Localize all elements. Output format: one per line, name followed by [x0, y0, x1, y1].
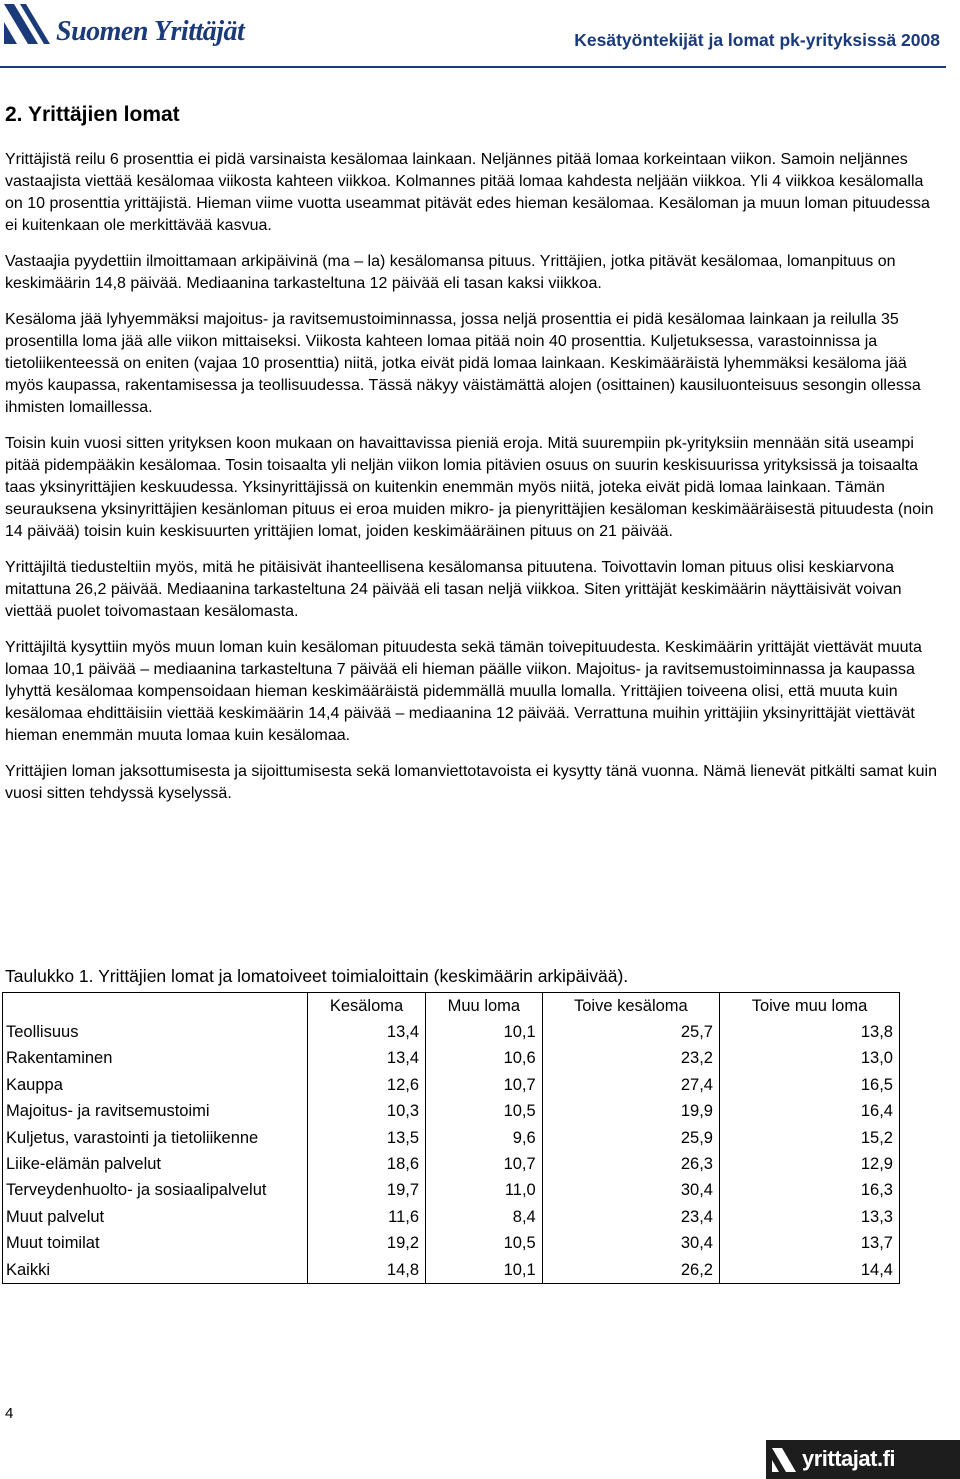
table-cell: 16,3 [720, 1178, 900, 1204]
row-label: Teollisuus [3, 1019, 308, 1045]
table-cell: 15,2 [720, 1125, 900, 1151]
table-row [3, 1046, 900, 1072]
column-header: Toive muu loma [720, 993, 900, 1020]
table-cell: 10,1 [426, 1257, 543, 1284]
table-cell: 19,9 [542, 1099, 719, 1125]
paragraph: Yrittäjien loman jaksottumisesta ja sijoittumisesta sekä lomanviettotavoista ei kysytty tänä vuonna. Nämä lienevät pitkälti samat kuin vuosi sitten tehdyssä kyselyssä. [5, 763, 937, 802]
paragraph: Vastaajia pyydettiin ilmoittamaan arkipäivinä (ma – la) kesälomansa pituus. Yrittäjien, jotka pitävät kesälomaa, lomanpituus on keskimäärin 14,8 päivää. Mediaanina tarkasteltuna 12 päivää eli tasan kaksi viikkoa. [5, 253, 896, 292]
table-cell: 26,2 [542, 1257, 719, 1284]
body-text [5, 149, 940, 819]
table-cell: 30,4 [542, 1178, 719, 1204]
logo-text: Suomen Yrittäjät [56, 16, 245, 47]
column-header: Toive kesäloma [542, 993, 719, 1020]
table-cell: 10,1 [426, 1019, 543, 1045]
table-row [3, 1257, 900, 1284]
document-title: Kesätyöntekijät ja lomat pk-yrityksissä 2008 [574, 30, 940, 50]
table-cell: 13,4 [308, 1046, 426, 1072]
row-label: Kuljetus, varastointi ja tietoliikenne [3, 1125, 308, 1151]
page-number: 4 [5, 1405, 14, 1422]
table-cell: 10,6 [426, 1046, 543, 1072]
table-row [3, 1099, 900, 1125]
column-header: Kesäloma [308, 993, 426, 1020]
table-cell: 16,5 [720, 1072, 900, 1098]
table-cell: 13,4 [308, 1019, 426, 1045]
table-cell: 8,4 [426, 1204, 543, 1230]
table-cell: 27,4 [542, 1072, 719, 1098]
table-cell: 13,5 [308, 1125, 426, 1151]
header-divider [0, 66, 946, 68]
paragraph: Kesäloma jää lyhyemmäksi majoitus- ja ravitsemustoiminnassa, jossa neljä prosenttia ei pidä kesälomaa lainkaan ja reilulla 35 prosentilla loma jää alle viikon mittaiseksi. Viikosta kahteen lomaa pitää noin 40 prosenttia. Kuljetuksessa, varastoinnissa ja tietoliikenteessä on eniten (vajaa 10 prosenttia) niitä, jotka eivät pidä lomaa lainkaan. Keskimääräistä lyhemmäksi kesäloma jää myös kaupassa, rakentamisessa ja teollisuudessa. Tässä näkyy väistämättä alojen (osittainen) kausiluonteisuus sesongin ollessa ihmisten lomaillessa. [5, 311, 921, 416]
table-row [3, 1019, 900, 1045]
row-label: Muut toimilat [3, 1231, 308, 1257]
paragraph: Toisin kuin vuosi sitten yrityksen koon mukaan on havaittavissa pieniä eroja. Mitä suurempiin pk-yrityksiin mennään sitä useampi pitää pidempääkin kesälomaa. Tosin toisaalta yli neljän viikon lomia pitävien osuus on suurin keskisuurissa yrityksissä ja toisaalta taas yksinyrittäjien keskuudessa. Yksinyrittäjissä on kuitenkin enemmän myös niitä, joteka eivät pidä lomaa lainkaan. Tämän seurauksena yksinyrittäjien kesänloman pituus ei eroa muiden mikro- ja pienyrittäjien kesäloman keskimääräisestä pituudesta (noin 14 päivää) toisin kuin keskisuurten yrittäjien lomat, joiden keskimääräinen pituus on 21 päivää. [5, 435, 934, 540]
table-row [3, 1072, 900, 1098]
table-cell: 19,2 [308, 1231, 426, 1257]
table-cell: 14,4 [720, 1257, 900, 1284]
table-header-row [3, 993, 900, 1020]
table-cell: 14,8 [308, 1257, 426, 1284]
column-header [3, 993, 308, 1020]
suomen-yrittajat-logo-icon [4, 4, 50, 44]
table-cell: 30,4 [542, 1231, 719, 1257]
table-cell: 10,7 [426, 1072, 543, 1098]
row-label: Kaikki [3, 1257, 308, 1284]
table-cell: 10,7 [426, 1151, 543, 1177]
table-cell: 9,6 [426, 1125, 543, 1151]
row-label: Kauppa [3, 1072, 308, 1098]
paragraph: Yrittäjistä reilu 6 prosenttia ei pidä varsinaista kesälomaa lainkaan. Neljännes pitää lomaa korkeintaan viikon. Samoin neljännes vastaajista viettää kesälomaa viikosta kahteen viikkoa. Kolmannes pitää lomaa kahdesta neljään viikkoa. Yli 4 viikkoa kesälomalla on 10 prosenttia yrittäjistä. Hieman viime vuotta useammat pitävät edes hieman kesälomaa. Kesäloman ja muun loman pituudessa ei kuitenkaan ole merkittävää kasvua. [5, 151, 930, 234]
table-cell: 10,5 [426, 1231, 543, 1257]
table-cell: 11,6 [308, 1204, 426, 1230]
table-cell: 25,7 [542, 1019, 719, 1045]
footer-logo-text: yrittajat.fi [802, 1446, 896, 1471]
yrittajat-logo-icon [772, 1448, 796, 1472]
row-label: Rakentaminen [3, 1046, 308, 1072]
row-label: Majoitus- ja ravitsemustoimi [3, 1099, 308, 1125]
table-cell: 16,4 [720, 1099, 900, 1125]
table-cell: 26,3 [542, 1151, 719, 1177]
table-cell: 12,6 [308, 1072, 426, 1098]
holiday-table [2, 992, 900, 1284]
table-cell: 12,9 [720, 1151, 900, 1177]
table-caption: Taulukko 1. Yrittäjien lomat ja lomatoiveet toimialoittain (keskimäärin arkipäivää). [5, 966, 629, 986]
table-cell: 25,9 [542, 1125, 719, 1151]
table-cell: 13,8 [720, 1019, 900, 1045]
table-cell: 11,0 [426, 1178, 543, 1204]
row-label: Muut palvelut [3, 1204, 308, 1230]
table-cell: 10,5 [426, 1099, 543, 1125]
table-row [3, 1231, 900, 1257]
table-cell: 18,6 [308, 1151, 426, 1177]
table-row [3, 1151, 900, 1177]
paragraph: Yrittäjiltä tiedusteltiin myös, mitä he pitäisivät ihanteellisena kesälomansa pituutena. Toivottavin loman pituus olisi keskiarvona mitattuna 26,2 päivää. Mediaanina tarkasteltuna 24 päivää eli tasan neljä viikkoa. Siten yrittäjät keskimäärin näyttäisivät voivan viettää puolet toivomastaan kesälomasta. [5, 559, 902, 620]
section-heading: 2. Yrittäjien lomat [5, 103, 180, 126]
paragraph: Yrittäjiltä kysyttiin myös muun loman kuin kesäloman pituudesta sekä tämän toivepituudesta. Keskimäärin yrittäjät viettävät muuta lomaa 10,1 päivää – mediaanina tarkasteltuna 7 päivää eli hieman päälle viikon. Majoitus- ja ravitsemustoiminnassa ja kaupassa lyhyttä kesälomaa kompensoidaan hieman keskimääräistä pidemmällä muulla lomalla. Yrittäjien toiveena olisi, että muuta kuin kesälomaa ehdittäisiin viettää keskimäärin 14,4 päivää – mediaanina 12 päivää. Verrattuna muihin yrittäjiin yksinyrittäjät viettävät hieman enemmän muuta lomaa kuin kesälomaa. [5, 639, 922, 744]
table-row [3, 1178, 900, 1204]
table-cell: 23,2 [542, 1046, 719, 1072]
row-label: Liike-elämän palvelut [3, 1151, 308, 1177]
table-cell: 13,3 [720, 1204, 900, 1230]
table-cell: 23,4 [542, 1204, 719, 1230]
table-row [3, 1204, 900, 1230]
table-cell: 13,0 [720, 1046, 900, 1072]
table-cell: 19,7 [308, 1178, 426, 1204]
yrittajat-footer-logo [766, 1440, 960, 1479]
table-cell: 10,3 [308, 1099, 426, 1125]
table-cell: 13,7 [720, 1231, 900, 1257]
page-header [0, 0, 960, 68]
table-row [3, 1125, 900, 1151]
column-header: Muu loma [426, 993, 543, 1020]
row-label: Terveydenhuolto- ja sosiaalipalvelut [3, 1178, 308, 1204]
